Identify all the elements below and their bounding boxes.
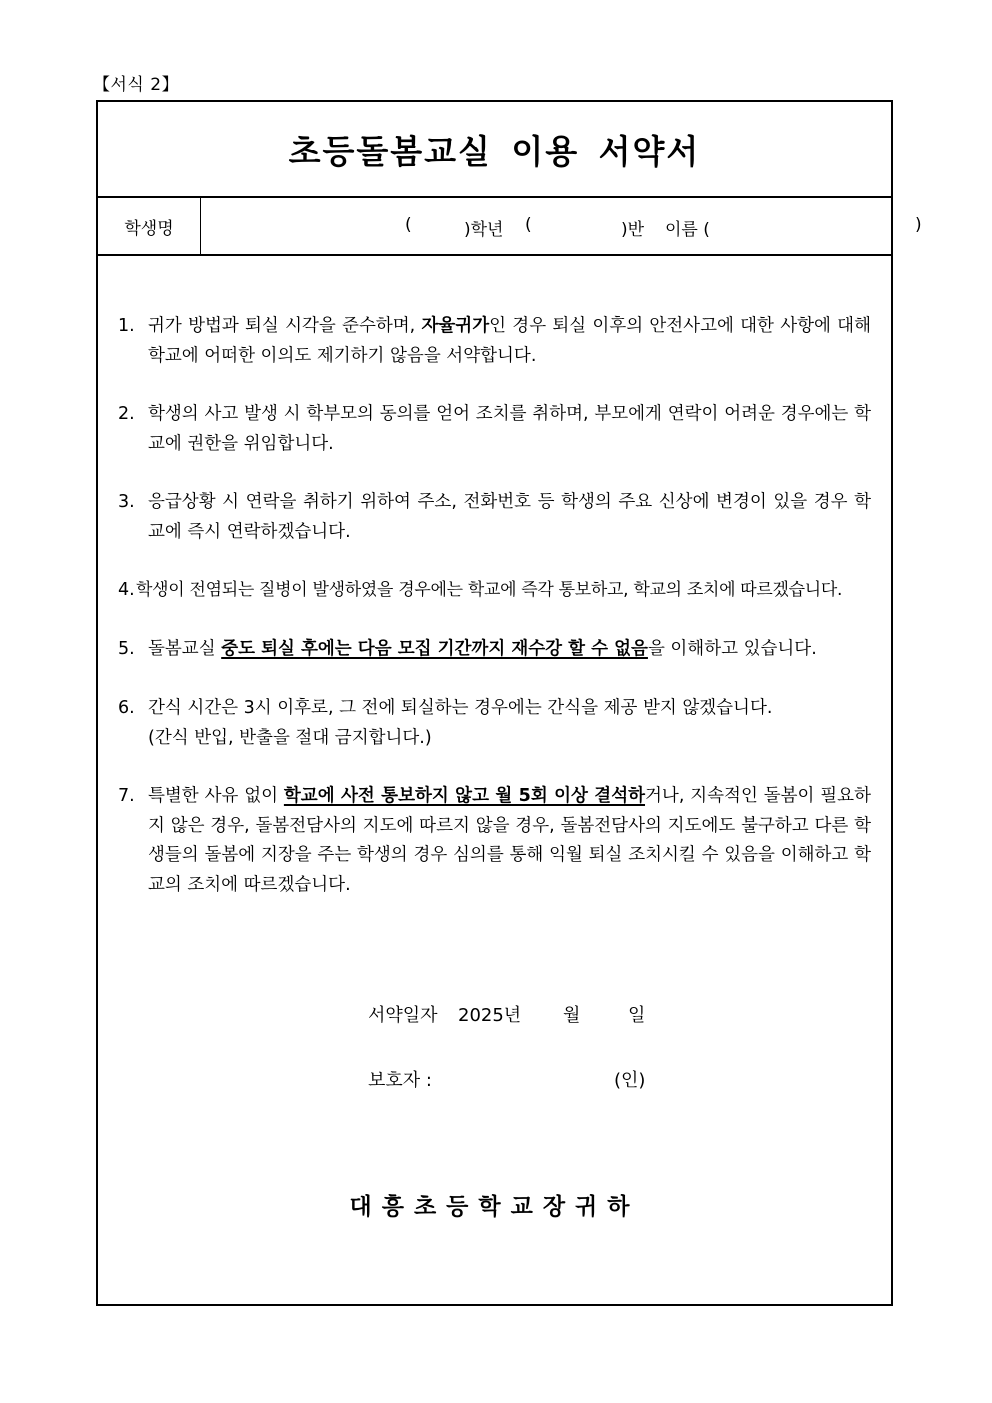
pledge-item-1 xyxy=(118,312,871,371)
student-name-label: 학생명 xyxy=(98,198,201,254)
item-number: 6. xyxy=(118,698,135,718)
item-number: 1. xyxy=(118,316,135,336)
pledge-item-4 xyxy=(118,576,871,606)
guardian-label: 보호자 : xyxy=(368,1070,432,1091)
item-text: 거나, 지속적인 돌봄이 필요하지 않은 경우, 돌봄전담사의 지도에 따르지 않을 경우, 돌봄전담사의 지도에도 불구하고 다른 학생들의 돌봄에 지장을 주는 학생의 경우 심의를 통해 익월 퇴실 조치시킬 수 있음을 이해하고 학교의 조치에 따르겠습니다. xyxy=(148,786,871,895)
pledge-item-3 xyxy=(118,488,871,547)
item-text: 돌봄교실 xyxy=(148,639,222,659)
item-text: 응급상황 시 연락을 취하기 위하여 주소, 전화번호 등 학생의 주요 신상에 변경이 있을 경우 학교에 즉시 연락하겠습니다. xyxy=(148,492,871,542)
date-label: 서약일자 xyxy=(368,1005,438,1026)
item-text: 학생의 사고 발생 시 학부모의 동의를 얻어 조치를 취하며, 부모에게 연락이 어려운 경우에는 학교에 권한을 위임합니다. xyxy=(148,404,871,454)
form-label: 【서식 2】 xyxy=(93,75,180,95)
item-text: 귀가 방법과 퇴실 시각을 준수하며, xyxy=(148,316,422,336)
page-title: 초등돌봄교실 이용 서약서 xyxy=(288,131,701,171)
item-text: 간식 시간은 3시 이후로, 그 전에 퇴실하는 경우에는 간식을 제공 받지 않겠습니다. xyxy=(148,698,773,718)
student-row xyxy=(98,198,922,256)
item-text: 인 경우 퇴실 이후의 안전사고에 대한 사항에 대해 학교에 어떠한 이의도 제기하기 않음을 서약합니다. xyxy=(148,316,871,366)
item-number: 4. xyxy=(118,580,135,600)
pledge-item-6 xyxy=(118,694,871,753)
date-day-field[interactable]: 일 xyxy=(628,1005,646,1026)
pledge-item-7 xyxy=(118,782,871,900)
item-note: (간식 반입, 반출을 절대 금지합니다.) xyxy=(148,727,432,748)
item-number: 3. xyxy=(118,492,135,512)
date-year: 2025년 xyxy=(458,1005,522,1026)
item-bold-text: 자율귀가 xyxy=(421,316,490,336)
pledge-form xyxy=(96,100,922,1306)
guardian-seal-field[interactable]: (인) xyxy=(614,1070,646,1091)
item-number: 2. xyxy=(118,404,135,424)
item-number: 7. xyxy=(118,786,135,806)
class-open: ( xyxy=(525,215,532,235)
pledge-item-5 xyxy=(118,635,871,665)
date-month-field[interactable]: 월 xyxy=(563,1005,581,1026)
addressee: 대흥초등학교장귀하 xyxy=(349,1194,640,1220)
name-field[interactable]: ) xyxy=(915,215,922,235)
class-field[interactable]: )반 xyxy=(621,220,645,240)
grade-open: ( xyxy=(405,215,412,235)
item-number: 5. xyxy=(118,639,135,659)
title-row xyxy=(98,102,891,198)
item-text: 학생이 전염되는 질병이 발생하였을 경우에는 학교에 즉각 통보하고, 학교의 조치에 따르겠습니다. xyxy=(136,580,843,600)
pledge-item-2 xyxy=(118,400,871,459)
item-text: 을 이해하고 있습니다. xyxy=(647,639,817,659)
item-text: 특별한 사유 없이 xyxy=(148,786,284,806)
name-label: 이름 ( xyxy=(665,220,710,240)
grade-field[interactable]: )학년 xyxy=(464,220,504,240)
item-emphasis-text: 학교에 사전 통보하지 않고 월 5회 이상 결석하 xyxy=(283,786,646,806)
student-fields xyxy=(201,198,922,254)
item-emphasis-text: 중도 퇴실 후에는 다음 모집 기간까지 재수강 할 수 없음 xyxy=(221,639,648,659)
